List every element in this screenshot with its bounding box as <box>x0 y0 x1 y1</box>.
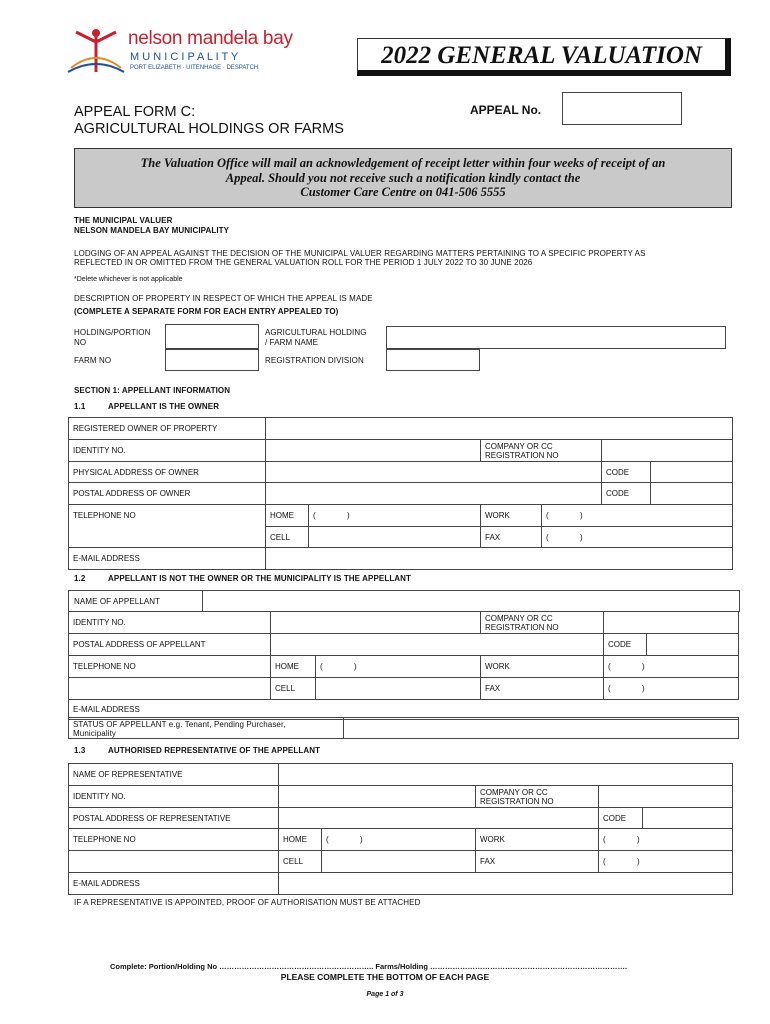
fax-label: FAX <box>476 851 599 873</box>
company-reg-line-2: REGISTRATION NO <box>485 622 559 632</box>
cell-phone-field[interactable] <box>309 527 481 548</box>
form-title-1: APPEAL FORM C: <box>74 104 196 120</box>
telephone-label: TELEPHONE NO <box>69 505 266 548</box>
municipality-logo <box>66 26 306 76</box>
lodging-line-1: LODGING OF AN APPEAL AGAINST THE DECISION OF THE MUNICIPAL VALUER REGARDING MATTERS PERTAINING TO A SPECIFIC PROPERTY AS <box>74 249 646 258</box>
registered-owner-label: REGISTERED OWNER OF PROPERTY <box>69 418 266 440</box>
footer-complete-line[interactable]: Complete: Portion/Holding No …………………………………………………….. Farms/Holding ……………………………………………………………………. <box>110 962 628 971</box>
paren-close: ) <box>580 532 583 542</box>
paren-close: ) <box>354 662 357 671</box>
paren-close: ) <box>360 835 363 844</box>
appellant-table <box>68 611 739 720</box>
paren-open: ( <box>313 511 316 520</box>
holding-label-line-1: HOLDING/PORTION <box>74 328 151 337</box>
appellant-name-label: NAME OF APPELLANT <box>74 597 161 606</box>
home-label: HOME <box>271 656 316 678</box>
notice-line-2: Appeal. Should you not receive such a notification kindly contact the <box>225 170 581 185</box>
company-reg-label <box>476 786 599 808</box>
s12-number: 1.2 <box>74 574 86 583</box>
paren-open: ( <box>546 532 549 542</box>
paren-open: ( <box>603 857 606 866</box>
postal-address-label: POSTAL ADDRESS OF APPELLANT <box>69 634 271 656</box>
paren-close: ) <box>637 857 640 866</box>
farm-no-label: FARM NO <box>74 356 112 365</box>
paren-close: ) <box>642 684 645 693</box>
physical-code-label: CODE <box>602 462 651 483</box>
home-label: HOME <box>279 829 322 851</box>
page-number: Page 1 of 3 <box>366 991 404 998</box>
postal-code-label: CODE <box>599 808 643 829</box>
status-field[interactable] <box>343 717 739 739</box>
appellant-name-field[interactable] <box>202 591 740 611</box>
lodging-line-2: REFLECTED IN OR OMITTED FROM THE GENERAL VALUATION ROLL FOR THE PERIOD 1 JULY 2022 TO 30 JUNE 2026 <box>74 258 533 267</box>
identity-no-label: IDENTITY NO. <box>69 440 266 462</box>
agri-holding-label <box>265 328 367 348</box>
home-phone-field[interactable] <box>322 829 476 851</box>
farm-no-field[interactable] <box>165 349 259 371</box>
home-phone-field[interactable] <box>316 656 481 678</box>
paren-open: ( <box>608 662 611 671</box>
cell-label: CELL <box>279 851 322 873</box>
section-1-title: SECTION 1: APPELLANT INFORMATION <box>74 386 231 395</box>
company-reg-field[interactable] <box>604 612 739 634</box>
representative-table <box>68 763 733 895</box>
s11-title: APPELLANT IS THE OWNER <box>108 402 220 411</box>
addressee-2: NELSON MANDELA BAY MUNICIPALITY <box>74 226 230 235</box>
home-label: HOME <box>266 505 309 527</box>
postal-code-field[interactable] <box>643 808 733 829</box>
identity-no-label: IDENTITY NO. <box>69 786 279 808</box>
s11-number: 1.1 <box>74 402 86 411</box>
identity-no-field[interactable] <box>271 612 481 634</box>
s13-number: 1.3 <box>74 746 86 755</box>
separate-form-note: (COMPLETE A SEPARATE FORM FOR EACH ENTRY APPEALED TO) <box>74 307 339 316</box>
telephone-label: TELEPHONE NO <box>69 656 271 678</box>
status-label-line-1: STATUS OF APPELLANT e.g. Tenant, Pending Purchaser, <box>73 720 286 729</box>
company-reg-field[interactable] <box>599 786 733 808</box>
status-label <box>73 720 286 738</box>
farm-name-field[interactable] <box>386 326 726 349</box>
representative-name-field[interactable] <box>279 764 733 786</box>
notice-line-1: The Valuation Office will mail an acknowledgement of receipt letter within four weeks of receipt of an <box>140 156 666 170</box>
status-label-line-2: Municipality <box>73 729 116 738</box>
work-label: WORK <box>476 829 599 851</box>
paren-open: ( <box>320 662 323 671</box>
postal-address-label: POSTAL ADDRESS OF REPRESENTATIVE <box>69 808 279 829</box>
valuation-banner <box>357 38 731 76</box>
company-reg-line-1: COMPANY OR CC <box>480 787 548 797</box>
appeal-no-field[interactable] <box>562 92 682 125</box>
postal-address-field[interactable] <box>266 483 602 505</box>
work-phone-field[interactable] <box>599 829 733 851</box>
holding-label-line-2: NO <box>74 338 87 347</box>
logo-figure-icon <box>66 26 126 76</box>
representative-name-label: NAME OF REPRESENTATIVE <box>69 764 279 786</box>
company-reg-label <box>481 440 602 462</box>
s13-title: AUTHORISED REPRESENTATIVE OF THE APPELLANT <box>108 746 321 755</box>
fax-label: FAX <box>481 678 604 700</box>
company-reg-line-1: COMPANY OR CC <box>485 613 553 623</box>
physical-address-field[interactable] <box>266 462 602 483</box>
agri-label-line-2: / FARM NAME <box>265 338 319 347</box>
company-reg-label <box>481 612 604 634</box>
footer-bottom-note: PLEASE COMPLETE THE BOTTOM OF EACH PAGE <box>280 972 490 982</box>
postal-code-label: CODE <box>602 483 651 505</box>
email-field[interactable] <box>279 873 733 895</box>
appellant-name-row <box>68 590 740 612</box>
appeal-no-label: APPEAL No. <box>470 103 542 117</box>
fax-field[interactable] <box>599 851 733 873</box>
paren-close: ) <box>642 662 645 671</box>
company-reg-line-1: COMPANY OR CC <box>485 441 553 451</box>
cell-label: CELL <box>271 678 316 700</box>
addressee-1: THE MUNICIPAL VALUER <box>74 216 173 225</box>
logo-line-1: nelson mandela bay <box>128 28 293 49</box>
cell-label: CELL <box>266 527 309 548</box>
s12-title: APPELLANT IS NOT THE OWNER OR THE MUNICIPALITY IS THE APPELLANT <box>108 574 412 583</box>
work-label: WORK <box>481 505 542 527</box>
registration-division-label: REGISTRATION DIVISION <box>265 356 364 365</box>
paren-close: ) <box>580 511 583 520</box>
registration-division-field[interactable] <box>386 349 480 371</box>
company-reg-field[interactable] <box>602 440 733 462</box>
paren-close: ) <box>637 835 640 844</box>
fax-label: FAX <box>481 527 542 548</box>
representative-note: IF A REPRESENTATIVE IS APPOINTED, PROOF OF AUTHORISATION MUST BE ATTACHED <box>74 898 421 907</box>
status-row <box>68 717 344 739</box>
notice-box <box>74 148 732 208</box>
email-label: E-MAIL ADDRESS <box>69 548 266 570</box>
paren-open: ( <box>326 835 329 844</box>
fax-field[interactable] <box>542 527 733 548</box>
email-label: E-MAIL ADDRESS <box>69 873 279 895</box>
description-label: DESCRIPTION OF PROPERTY IN RESPECT OF WHICH THE APPEAL IS MADE <box>74 294 373 303</box>
agri-label-line-1: AGRICULTURAL HOLDING <box>265 328 367 337</box>
company-reg-line-2: REGISTRATION NO <box>480 796 554 806</box>
physical-code-field[interactable] <box>651 462 733 483</box>
postal-code-field[interactable] <box>651 483 733 505</box>
postal-address-field[interactable] <box>279 808 599 829</box>
telephone-extra-field[interactable] <box>69 851 279 873</box>
holding-no-field[interactable] <box>165 324 259 349</box>
postal-address-field[interactable] <box>271 634 604 656</box>
form-title-2: AGRICULTURAL HOLDINGS OR FARMS <box>74 121 344 137</box>
paren-open: ( <box>608 684 611 693</box>
banner-text: 2022 GENERAL VALUATION <box>381 42 702 69</box>
delete-note: *Delete whichever is not applicable <box>74 276 183 283</box>
telephone-label: TELEPHONE NO <box>69 829 279 851</box>
work-phone-field[interactable] <box>604 656 739 678</box>
postal-code-field[interactable] <box>647 634 739 656</box>
logo-line-3: PORT ELIZABETH · UITENHAGE · DESPATCH <box>130 65 259 71</box>
work-label: WORK <box>481 656 604 678</box>
email-label: E-MAIL ADDRESS <box>69 700 739 720</box>
email-field[interactable] <box>266 548 733 570</box>
holding-label <box>74 328 150 348</box>
notice-line-3: Customer Care Centre on 041-506 5555 <box>300 185 506 199</box>
cell-phone-field[interactable] <box>316 678 481 700</box>
postal-code-label: CODE <box>604 634 647 656</box>
paren-close: ) <box>347 511 350 520</box>
owner-table <box>68 417 733 570</box>
identity-no-field[interactable] <box>279 786 476 808</box>
company-reg-line-2: REGISTRATION NO <box>485 450 559 460</box>
physical-address-label: PHYSICAL ADDRESS OF OWNER <box>69 462 266 483</box>
telephone-extra-field[interactable] <box>69 678 271 700</box>
paren-open: ( <box>603 835 606 844</box>
home-phone-field[interactable] <box>309 505 481 527</box>
postal-address-label: POSTAL ADDRESS OF OWNER <box>69 483 266 505</box>
identity-no-field[interactable] <box>266 440 481 462</box>
identity-no-label: IDENTITY NO. <box>69 612 271 634</box>
fax-field[interactable] <box>604 678 739 700</box>
work-phone-field[interactable] <box>542 505 733 527</box>
registered-owner-field[interactable] <box>266 418 733 440</box>
logo-line-2: M U N I C I P A L I T Y <box>130 51 239 63</box>
cell-phone-field[interactable] <box>322 851 476 873</box>
paren-open: ( <box>546 511 549 520</box>
